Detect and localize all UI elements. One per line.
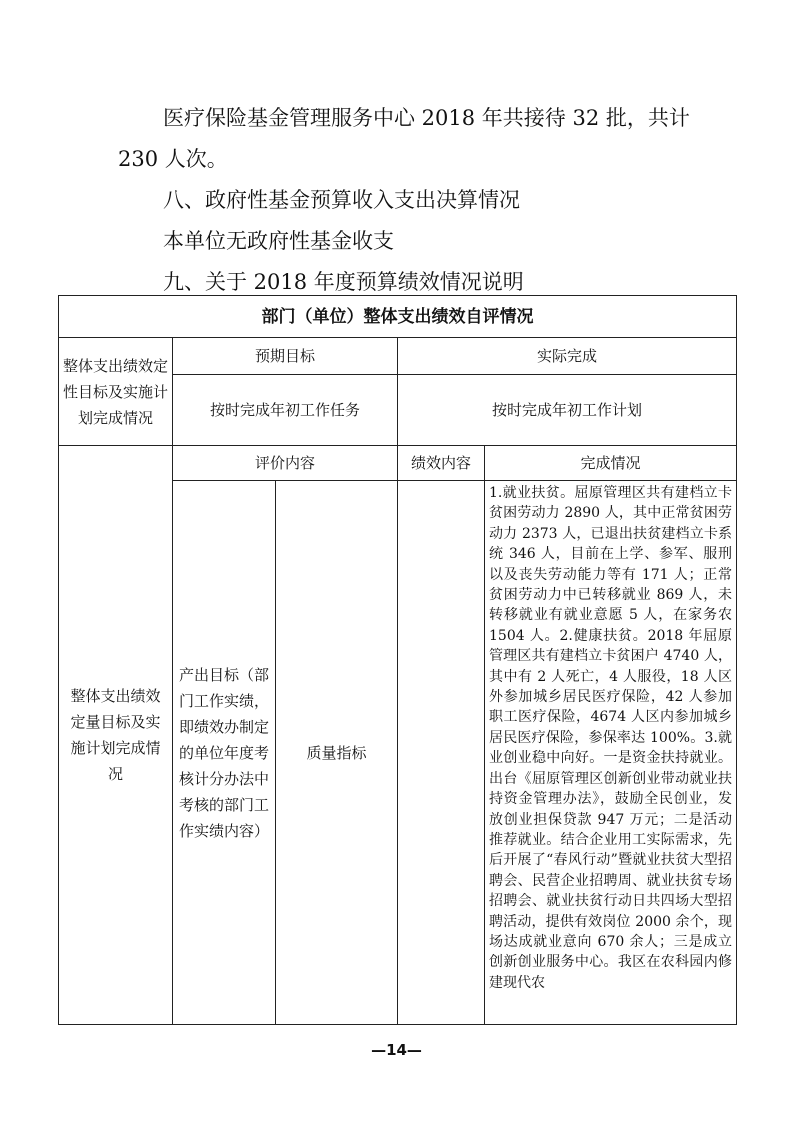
qualitative-label: 整体支出绩效定性目标及实施计划完成情况 <box>59 338 173 446</box>
performance-table <box>58 295 737 1025</box>
col-completion-status: 完成情况 <box>485 446 737 481</box>
paragraph-no-fund: 本单位无政府性基金收支 <box>163 229 394 253</box>
page-number: —14— <box>371 1041 422 1059</box>
output-target-cell: 产出目标（部门工作实绩，即绩效办制定的单位年度考核计分办法中考核的部门工作实绩内容） <box>173 481 276 1025</box>
col-performance-content: 绩效内容 <box>398 446 485 481</box>
col-evaluation-content: 评价内容 <box>173 446 398 481</box>
completion-details-cell: 1.就业扶贫。屈原管理区共有建档立卡贫困劳动力 2890 人，其中正常贫困劳动力 2373 人，已退出扶贫建档立卡系统 346 人，目前在上学、参军、服刑以及丧失劳动能力等有 171 人；正常贫困劳动力中已转移就业 869 人，未转移就业有就业意愿 5 人，在家务农 1504 人。2.健康扶贫。2018 年屈原管理区共有建档立卡贫困户 4740 人，其中有 2 人死亡，4 人服役，18 人区外参加城乡居民医疗保险，42 人参加职工医疗保险，4674 人区内参加城乡居民医疗保险，参保率达 100%。3.就业创业稳中向好。一是资金扶持就业。出台《屈原管理区创新创业带动就业扶持资金管理办法》，鼓励全民创业，发放创业担保贷款 947 万元；二是活动推荐就业。结合企业用工实际需求，先后开展了“春风行动”暨就业扶贫大型招聘会、民营企业招聘周、就业扶贫专场招聘会、就业扶贫行动日共四场大型招聘活动，提供有效岗位 2000 余个，现场达成就业意向 670 余人；三是成立创新创业服务中心。我区在农科园内修建现代农 <box>485 481 737 1025</box>
expected-target-header: 预期目标 <box>173 338 398 375</box>
quantitative-label: 整体支出绩效定量目标及实施计划完成情况 <box>59 446 173 1025</box>
section-heading-9: 九、关于 2018 年度预算绩效情况说明 <box>163 270 524 294</box>
table-title: 部门（单位）整体支出绩效自评情况 <box>59 296 737 338</box>
expected-target-value: 按时完成年初工作任务 <box>173 375 398 446</box>
paragraph-line-1: 医疗保险基金管理服务中心 2018 年共接待 32 批，共计 <box>163 106 690 130</box>
quality-indicator-cell: 质量指标 <box>276 481 398 1025</box>
paragraph-line-2: 230 人次。 <box>118 147 228 171</box>
section-heading-8: 八、政府性基金预算收入支出决算情况 <box>163 188 520 212</box>
performance-content-cell <box>398 481 485 1025</box>
actual-completion-value: 按时完成年初工作计划 <box>398 375 737 446</box>
actual-completion-header: 实际完成 <box>398 338 737 375</box>
